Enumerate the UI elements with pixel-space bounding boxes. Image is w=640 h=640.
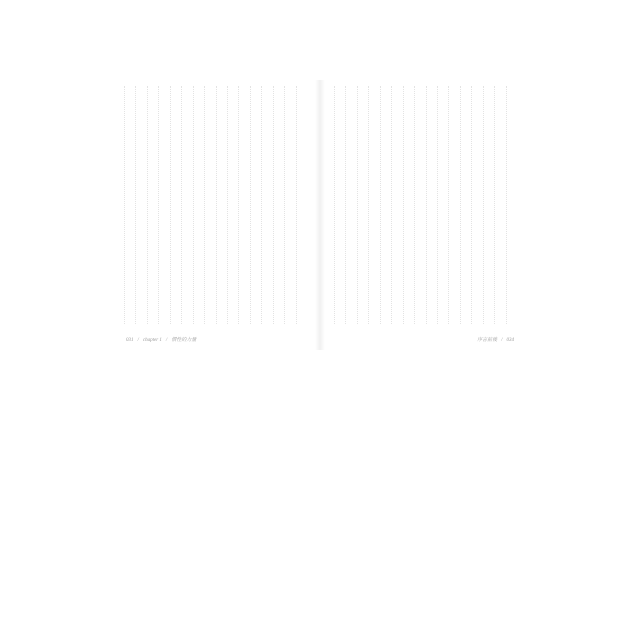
right-page <box>330 80 520 350</box>
text-column <box>494 86 504 324</box>
text-column <box>124 86 134 324</box>
text-column <box>506 86 516 324</box>
text-column <box>261 86 271 324</box>
left-page-footer <box>126 336 304 346</box>
chapter-label: chapter 1 <box>142 338 162 343</box>
text-column <box>426 86 436 324</box>
text-column <box>414 86 424 324</box>
text-column <box>204 86 214 324</box>
text-column <box>216 86 226 324</box>
text-column <box>238 86 248 324</box>
section-title: 序言前後 <box>477 338 498 343</box>
text-column <box>460 86 470 324</box>
text-column <box>437 86 447 324</box>
text-column <box>334 86 344 324</box>
text-column <box>135 86 145 324</box>
text-column <box>273 86 283 324</box>
text-column <box>296 86 306 324</box>
text-column <box>368 86 378 324</box>
right-page-text <box>334 86 516 324</box>
text-column <box>227 86 237 324</box>
right-page-number: 034 <box>506 338 514 343</box>
text-column <box>250 86 260 324</box>
text-column <box>158 86 168 324</box>
text-column <box>471 86 481 324</box>
text-column <box>380 86 390 324</box>
page-gutter <box>315 80 325 350</box>
text-column <box>357 86 367 324</box>
footer-separator: / <box>165 338 168 343</box>
chapter-title: 慣性的力量 <box>171 338 197 343</box>
text-column <box>483 86 493 324</box>
text-column <box>345 86 355 324</box>
text-column <box>403 86 413 324</box>
left-page <box>120 80 310 350</box>
text-column <box>448 86 458 324</box>
text-column <box>170 86 180 324</box>
text-column <box>284 86 294 324</box>
left-page-number: 031 <box>126 338 134 343</box>
text-column <box>147 86 157 324</box>
right-page-footer <box>336 336 514 346</box>
text-column <box>391 86 401 324</box>
text-column <box>181 86 191 324</box>
footer-separator: / <box>501 338 503 343</box>
left-page-text <box>124 86 306 324</box>
footer-separator: / <box>137 338 139 343</box>
book-spread <box>120 80 520 350</box>
text-column <box>193 86 203 324</box>
